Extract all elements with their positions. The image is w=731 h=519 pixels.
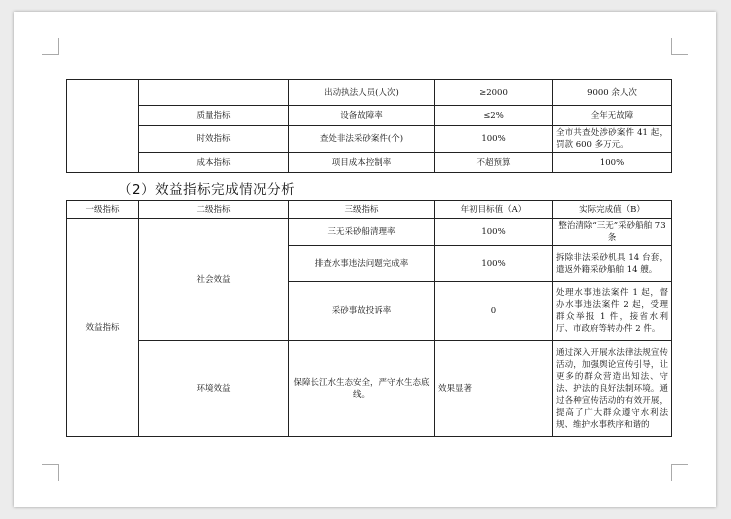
table-row	[67, 153, 672, 173]
benefit-indicator-table	[66, 200, 672, 437]
crop-mark	[671, 38, 688, 55]
table-row	[67, 80, 672, 106]
crop-mark	[42, 38, 59, 55]
table-row	[67, 219, 672, 246]
table-cell: 项目成本控制率	[289, 153, 435, 173]
table-row	[67, 341, 672, 437]
table-cell: 整治清除“三无”采砂船舶 73 条	[553, 219, 672, 246]
table-cell: 全年无故障	[553, 106, 672, 126]
table-cell: 时效指标	[139, 126, 289, 153]
table-cell: 100%	[435, 246, 553, 282]
table-cell: 保障长江水生态安全，严守水生态底线。	[289, 341, 435, 437]
column-header: 实际完成值（B）	[553, 201, 672, 219]
level2-cell: 社会效益	[139, 219, 289, 341]
table-cell: 处理水事违法案件 1 起，督办水事违法案件 2 起，受理群众举报 1 件，接省水利厅、市政府等转办件 2 件。	[553, 282, 672, 341]
table-cell: 查处非法采砂案件(个)	[289, 126, 435, 153]
table-row	[67, 106, 672, 126]
crop-mark	[42, 464, 59, 481]
document-page	[14, 12, 716, 507]
level1-cell: 效益指标	[67, 219, 139, 437]
column-header: 三级指标	[289, 201, 435, 219]
level2-cell: 环境效益	[139, 341, 289, 437]
table-cell: 全市共查处涉砂案件 41 起，罚款 600 多万元。	[553, 126, 672, 153]
table-cell: 拆除非法采砂机具 14 台套，遣返外籍采砂船舶 14 艘。	[553, 246, 672, 282]
table-cell: 100%	[435, 126, 553, 153]
column-header: 二级指标	[139, 201, 289, 219]
table-cell	[67, 80, 139, 173]
table-cell: 0	[435, 282, 553, 341]
table-cell: 设备故障率	[289, 106, 435, 126]
table-cell: 出动执法人员(人次)	[289, 80, 435, 106]
section-title: （2）效益指标完成情况分析	[118, 182, 296, 198]
table-cell: 采砂事故投诉率	[289, 282, 435, 341]
table-cell: 通过深入开展水法律法规宣传活动，加强舆论宣传引导，让更多的群众营造出知法、守法、护法的良好法制环境。通过各种宣传活动的有效开展，提高了广大群众遵守水利法规、维护水事秩序和谐的	[553, 341, 672, 437]
crop-mark	[671, 464, 688, 481]
table-cell: 排查水事违法问题完成率	[289, 246, 435, 282]
table-cell: 100%	[435, 219, 553, 246]
table-cell: ≤2%	[435, 106, 553, 126]
table-cell: 100%	[553, 153, 672, 173]
column-header: 一级指标	[67, 201, 139, 219]
column-header: 年初目标值（A）	[435, 201, 553, 219]
table-cell: ≥2000	[435, 80, 553, 106]
table-cell: 9000 余人次	[553, 80, 672, 106]
table-cell: 不超预算	[435, 153, 553, 173]
table-cell: 三无采砂船清理率	[289, 219, 435, 246]
table-header-row	[67, 201, 672, 219]
table-cell: 质量指标	[139, 106, 289, 126]
table-cell: 效果显著	[435, 341, 553, 437]
output-indicator-table	[66, 79, 672, 173]
table-cell	[139, 80, 289, 106]
table-cell: 成本指标	[139, 153, 289, 173]
table-row	[67, 126, 672, 153]
